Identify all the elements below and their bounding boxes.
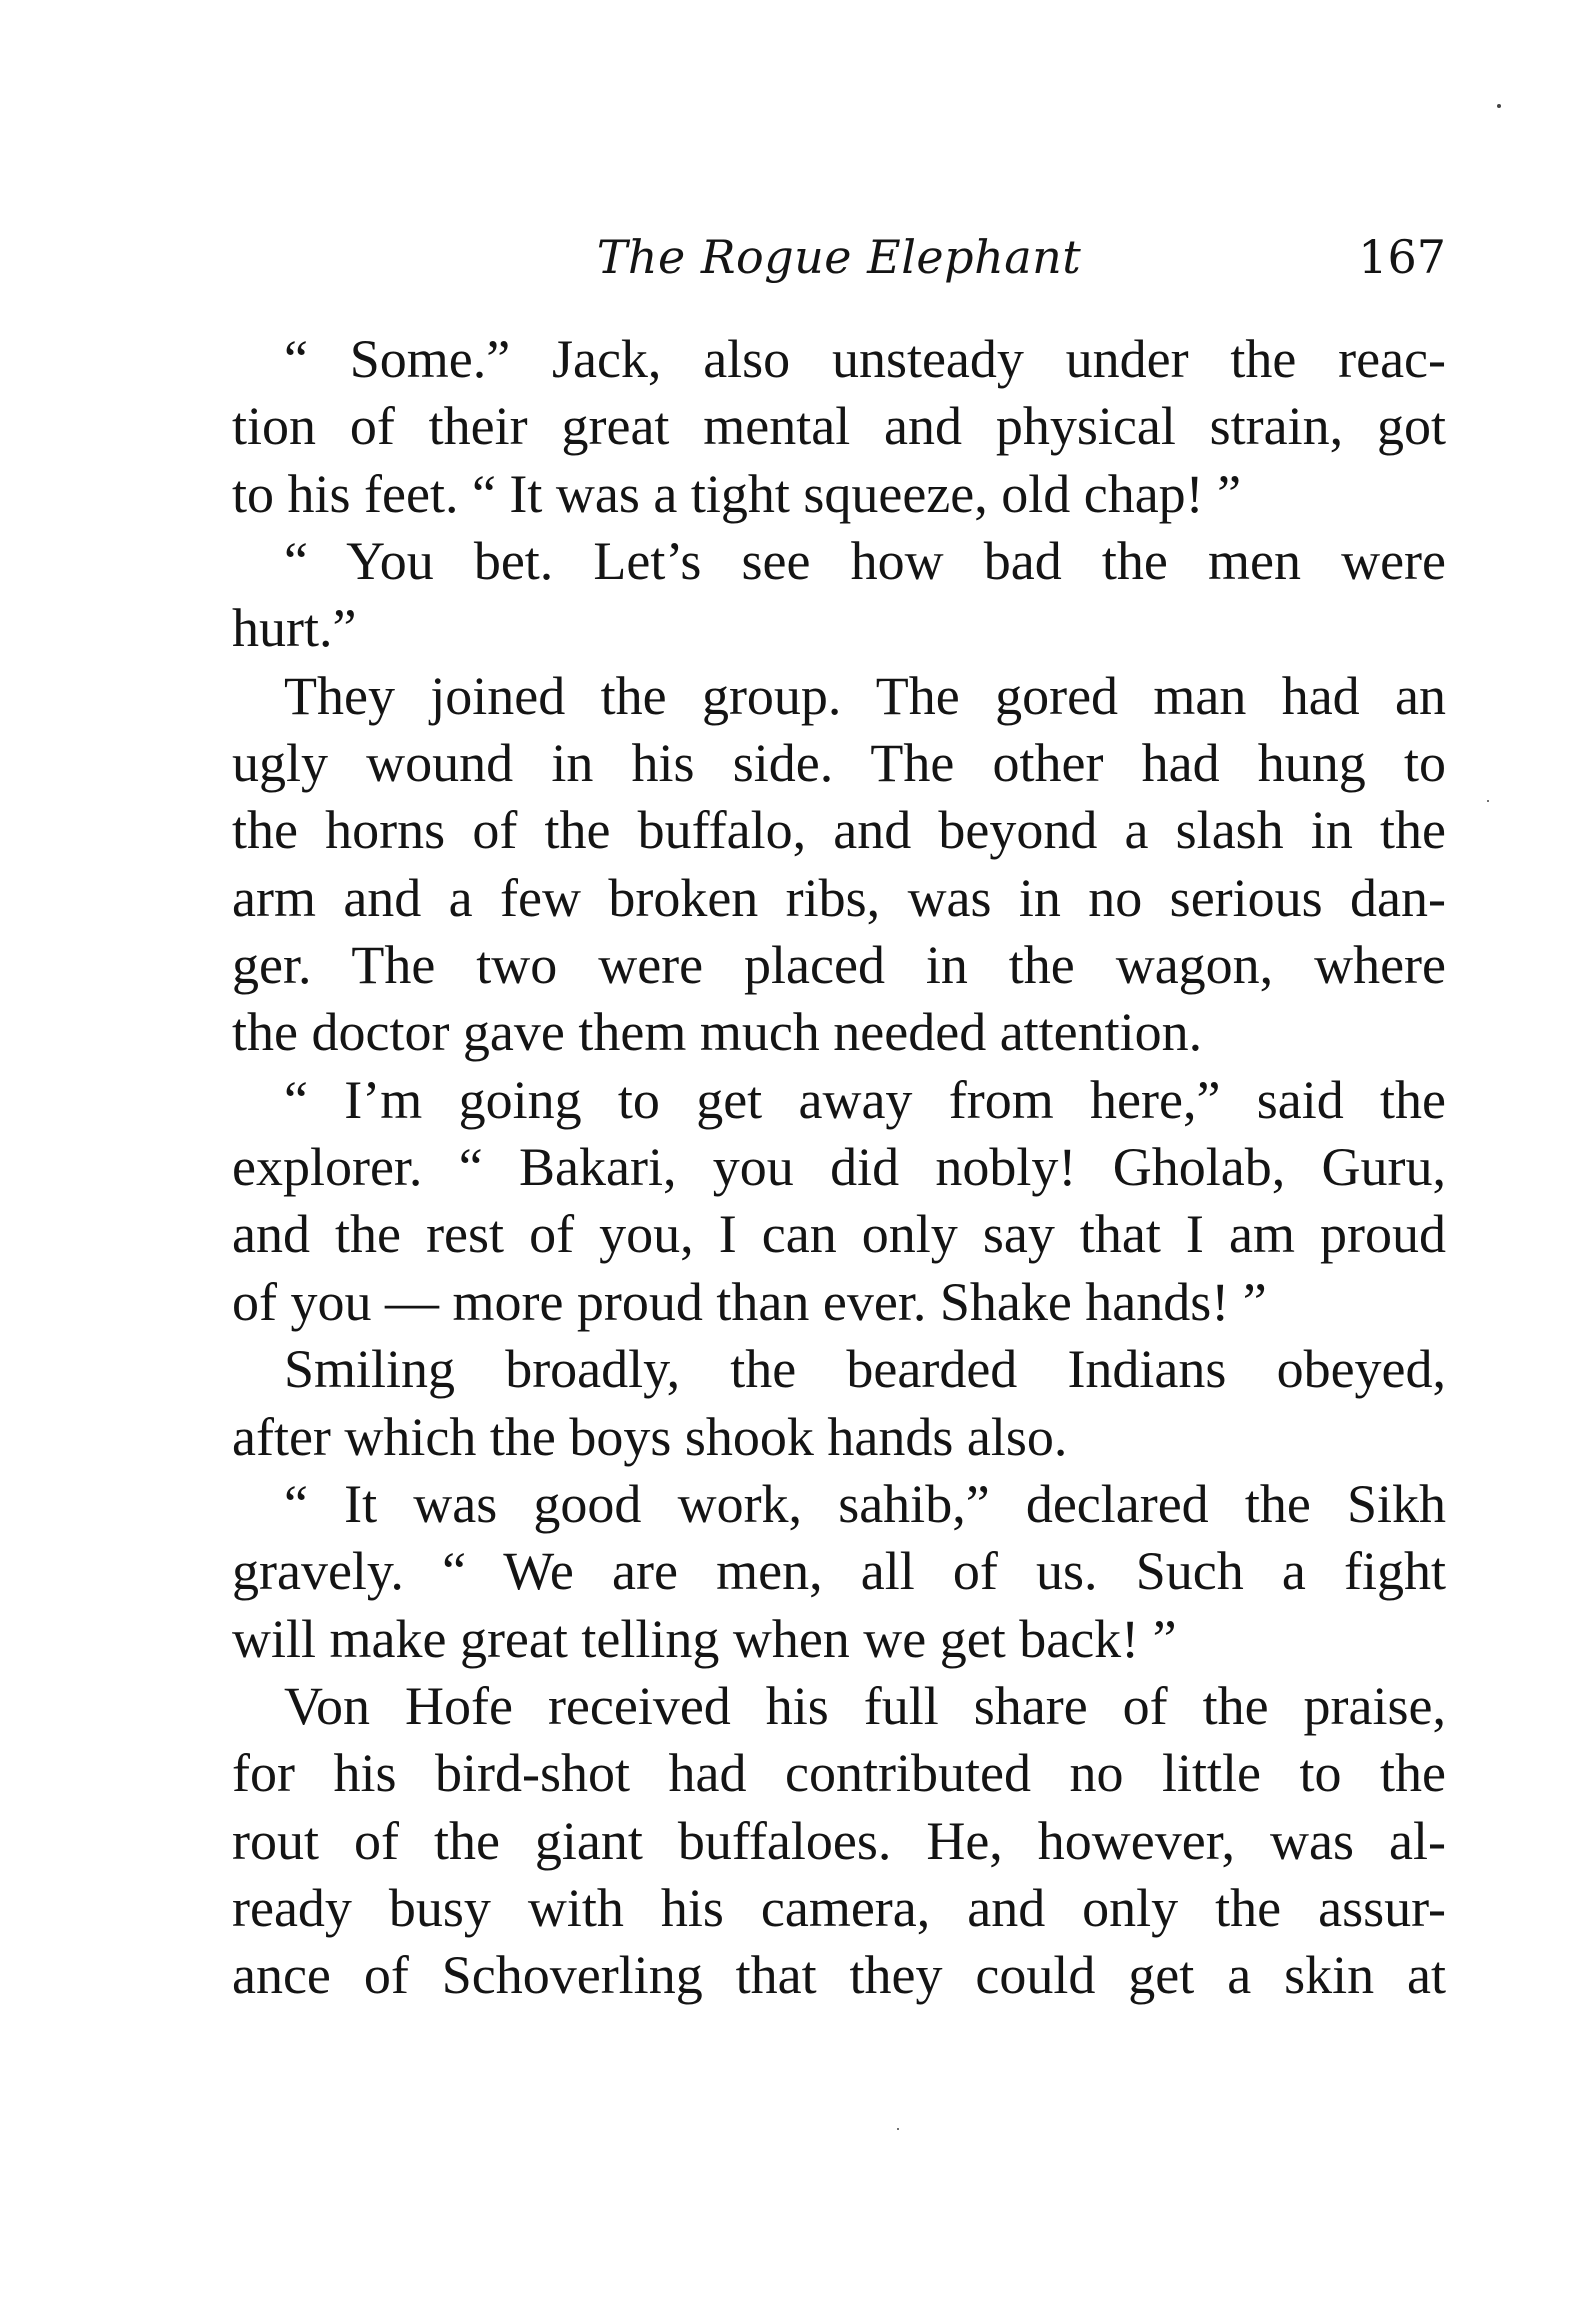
running-head bbox=[232, 222, 1446, 292]
text-line: Von Hofe received his full share of the praise, bbox=[284, 1675, 1446, 1736]
text-line: arm and a few broken ribs, was in no serious dan- bbox=[232, 867, 1446, 928]
text-line: for his bird-shot had contributed no little to the bbox=[232, 1743, 1446, 1804]
text-line: “ It was good work, sahib,” declared the Sikh bbox=[284, 1473, 1446, 1534]
scan-speck bbox=[1497, 104, 1501, 108]
text-line: ugly wound in his side. The other had hung to bbox=[232, 733, 1446, 794]
text-line: of you — more proud than ever. Shake hands! ” bbox=[232, 1271, 1267, 1332]
page-number: 167 bbox=[1358, 230, 1446, 284]
text-line: They joined the group. The gored man had an bbox=[284, 665, 1446, 726]
text-line: after which the boys shook hands also. bbox=[232, 1406, 1068, 1467]
text-line: the horns of the buffalo, and beyond a slash in the bbox=[232, 800, 1446, 861]
text-line: “ You bet. Let’s see how bad the men were bbox=[284, 531, 1446, 592]
text-line: explorer. “ Bakari, you did nobly! Gholab, Guru, bbox=[232, 1137, 1446, 1198]
text-line: the doctor gave them much needed attention. bbox=[232, 1002, 1203, 1063]
running-title: The Rogue Elephant bbox=[596, 230, 1082, 284]
body-text bbox=[232, 326, 1446, 2010]
text-line: tion of their great mental and physical strain, got bbox=[232, 396, 1446, 457]
text-line: hurt.” bbox=[232, 598, 357, 659]
scan-speck bbox=[1487, 800, 1489, 802]
text-line: gravely. “ We are men, all of us. Such a fight bbox=[232, 1541, 1446, 1602]
text-line: “ I’m going to get away from here,” said the bbox=[284, 1069, 1446, 1130]
text-line: ready busy with his camera, and only the assur- bbox=[232, 1877, 1446, 1938]
text-line: will make great telling when we get back! ” bbox=[232, 1608, 1177, 1669]
text-line: ance of Schoverling that they could get a skin at bbox=[232, 1945, 1446, 2006]
text-line: “ Some.” Jack, also unsteady under the reac- bbox=[284, 329, 1446, 389]
text-line: ger. The two were placed in the wagon, where bbox=[232, 935, 1446, 996]
text-line: to his feet. “ It was a tight squeeze, old chap! ” bbox=[232, 463, 1242, 524]
scan-speck bbox=[897, 2128, 899, 2130]
text-line: rout of the giant buffaloes. He, however, was al- bbox=[232, 1810, 1446, 1871]
text-line: Smiling broadly, the bearded Indians obeyed, bbox=[284, 1339, 1446, 1400]
text-line: and the rest of you, I can only say that I am proud bbox=[232, 1204, 1446, 1265]
